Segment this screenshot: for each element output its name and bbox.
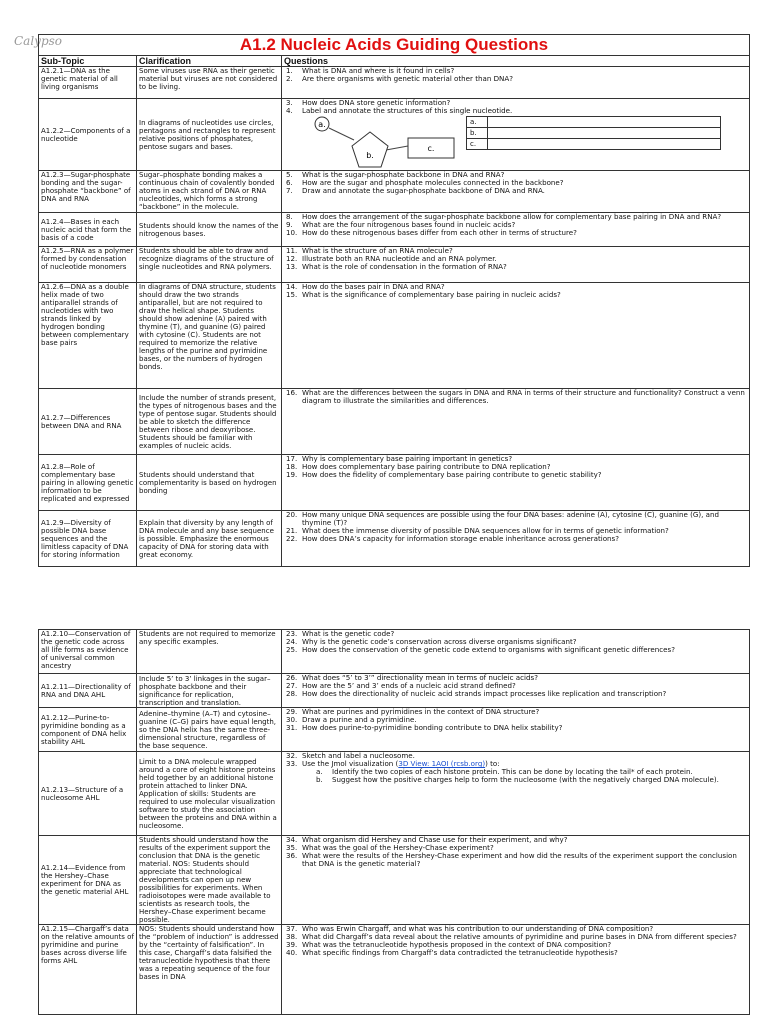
question-number: 35.: [286, 843, 298, 852]
question-number: 17.: [286, 454, 298, 463]
clarification-cell: Limit to a DNA molecule wrapped around a core of eight histone proteins held together by an additional histone protein attached to linker DNA. Application of skills: Students are required to use molecular visualization software to study the association between the proteins and DNA within a nucleosome.: [137, 752, 282, 836]
clarification-cell: NOS: Students should understand how the “problem of induction” is addressed by the “certainty of falsification”. In this case, Chargaff’s data falsified the tetranucleotide hypothesis that there was a repeating sequence of the four bases in DNA: [137, 925, 282, 1015]
question-item: [284, 690, 747, 698]
table-row: [39, 925, 750, 1015]
question-text: Who was Erwin Chargaff, and what was his contribution to our understanding of DNA composition?: [302, 924, 654, 933]
question-number: 23.: [286, 629, 298, 638]
questions-table-page-2: [38, 629, 750, 1015]
clarification-cell: Sugar–phosphate bonding makes a continuous chain of covalently bonded atoms in each strand of DNA or RNA nucleotides, which forms a strong “backbone” in the molecule.: [137, 171, 282, 213]
question-text: What is the role of condensation in the formation of RNA?: [302, 262, 507, 271]
question-number: 3.: [286, 98, 293, 107]
page-title: A1.2 Nucleic Acids Guiding Questions: [39, 35, 750, 56]
pentose-sugar-pentagon: [352, 132, 388, 167]
subtopic-cell: A1.2.7—Differences between DNA and RNA: [39, 389, 137, 455]
question-item: [284, 646, 747, 654]
question-item: [284, 511, 747, 527]
table-row: [39, 389, 750, 455]
question-text: What organism did Hershey and Chase use for their experiment, and why?: [302, 835, 568, 844]
question-text: How does the conservation of the genetic code extend to organisms with significant genetic differences?: [302, 645, 675, 654]
question-text: Sketch and label a nucleosome.: [302, 751, 415, 760]
questions-cell: [282, 511, 750, 567]
question-item: [284, 291, 747, 299]
question-number: 14.: [286, 282, 298, 291]
signature: Calypso: [14, 34, 63, 48]
question-text: What does “5’ to 3’” directionality mean in terms of nucleic acids?: [302, 673, 538, 682]
question-text: What did Chargaff’s data reveal about the relative amounts of pyrimidine and purine bases in DNA from different species?: [302, 932, 737, 941]
phosphate-sugar-bond: [329, 128, 354, 140]
question-item: [284, 187, 747, 195]
sub-question-text: Identify the two copies of each histone protein. This can be done by locating the tail* of each protein.: [332, 767, 693, 776]
table-row: [39, 283, 750, 389]
table-row: [39, 171, 750, 213]
questions-table-page-1: [38, 34, 750, 567]
sub-question-letter: a.: [316, 767, 323, 776]
question-item: [284, 949, 747, 957]
question-text: How are the 5’ and 3’ ends of a nucleic acid strand defined?: [302, 681, 516, 690]
question-number: 34.: [286, 835, 298, 844]
question-number: 39.: [286, 940, 298, 949]
question-number: 40.: [286, 948, 298, 957]
question-number: 22.: [286, 534, 298, 543]
annotation-answer-field[interactable]: [488, 117, 721, 128]
question-text: What is the structure of an RNA molecule?: [302, 246, 453, 255]
table-row: [39, 674, 750, 708]
question-number: 16.: [286, 388, 298, 397]
clarification-cell: Students should know the names of the nitrogenous bases.: [137, 213, 282, 247]
question-number: 15.: [286, 290, 298, 299]
question-number: 25.: [286, 645, 298, 654]
question-text: How are the sugar and phosphate molecules connected in the backbone?: [302, 178, 564, 187]
question-number: 6.: [286, 178, 293, 187]
question-item: [284, 471, 747, 479]
question-text: Illustrate both an RNA nucleotide and an RNA polymer.: [302, 254, 497, 263]
subtopic-cell: A1.2.8—Role of complementary base pairing in allowing genetic information to be replicated and expressed: [39, 455, 137, 511]
label-a: a.: [318, 120, 326, 129]
header-questions: Questions: [282, 56, 750, 67]
question-number: 24.: [286, 637, 298, 646]
questions-cell: [282, 247, 750, 283]
subtopic-cell: A1.2.2—Components of a nucleotide: [39, 99, 137, 171]
clarification-cell: Students should be able to draw and recognize diagrams of the structure of single nucleotides and RNA polymers.: [137, 247, 282, 283]
question-number: 31.: [286, 723, 298, 732]
annotation-answer-field[interactable]: [488, 128, 721, 139]
question-number: 12.: [286, 254, 298, 263]
table-row: [39, 247, 750, 283]
question-text: What was the tetranucleotide hypothesis proposed in the context of DNA composition?: [302, 940, 612, 949]
questions-cell: [282, 630, 750, 674]
header-clarification: Clarification: [137, 56, 282, 67]
clarification-cell: In diagrams of nucleotides use circles, pentagons and rectangles to represent relative positions of phosphates, pentose sugars and bases.: [137, 99, 282, 171]
question-text: What are the differences between the sugars in DNA and RNA in terms of their structure and functionality? Construct a venn diagram to illustrate the similarities and differences.: [302, 388, 745, 405]
question-text: Draw and annotate the sugar-phosphate backbone of DNA and RNA.: [302, 186, 545, 195]
table-row: [39, 213, 750, 247]
question-number: 7.: [286, 186, 293, 195]
nucleotide-shapes: [310, 116, 460, 170]
questions-cell: [282, 99, 750, 171]
question-text: What is DNA and where is it found in cells?: [302, 66, 455, 75]
question-text: How do these nitrogenous bases differ from each other in terms of structure?: [302, 228, 577, 237]
annotation-table: [466, 116, 721, 150]
table-row: [39, 752, 750, 836]
question-item: [284, 724, 747, 732]
clarification-cell: Explain that diversity by any length of DNA molecule and any base sequence is possible. Emphasize the enormous capacity of DNA for storing data with great economy.: [137, 511, 282, 567]
question-number: 5.: [286, 170, 293, 179]
label-c: c.: [427, 144, 435, 153]
annotation-label: b.: [467, 128, 488, 139]
question-number: 1.: [286, 66, 293, 75]
table-row: [39, 708, 750, 752]
subtopic-cell: A1.2.12—Purine-to-pyrimidine bonding as a component of DNA helix stability AHL: [39, 708, 137, 752]
question-number: 20.: [286, 510, 298, 519]
question-number: 19.: [286, 470, 298, 479]
question-text: What is the genetic code?: [302, 629, 395, 638]
clarification-cell: Include the number of strands present, the types of nitrogenous bases and the type of pentose sugar. Students should be able to sketch the difference between ribose and deoxyribose. Students should be familiar with examples of nucleic acids.: [137, 389, 282, 455]
questions-cell: [282, 674, 750, 708]
subtopic-cell: A1.2.14—Evidence from the Hershey–Chase experiment for DNA as the genetic material AHL: [39, 836, 137, 925]
question-text: How does the arrangement of the sugar-phosphate backbone allow for complementary base pairing in DNA and RNA?: [302, 212, 722, 221]
question-number: 2.: [286, 74, 293, 83]
question-text: How does the fidelity of complementary base pairing contribute to genetic stability?: [302, 470, 602, 479]
subtopic-cell: A1.2.5—RNA as a polymer formed by condensation of nucleotide monomers: [39, 247, 137, 283]
nucleotide-diagram: [284, 116, 747, 170]
question-number: 4.: [286, 106, 293, 115]
sub-question-letter: b.: [316, 775, 323, 784]
question-text: What does the immense diversity of possible DNA sequences allow for in terms of genetic information?: [302, 526, 669, 535]
subtopic-cell: A1.2.6—DNA as a double helix made of two antiparallel strands of nucleotides with two strands linked by hydrogen bonding between complementary base pairs: [39, 283, 137, 389]
question-text: What is the sugar-phosphate backbone in DNA and RNA?: [302, 170, 505, 179]
question-number: 27.: [286, 681, 298, 690]
sub-question-text: Suggest how the positive charges help to form the nucleosome (with the negatively charged DNA molecule).: [332, 775, 719, 784]
question-text: Why is complementary base pairing important in genetics?: [302, 454, 513, 463]
subtopic-cell: A1.2.1—DNA as the genetic material of all living organisms: [39, 67, 137, 99]
annotation-label: a.: [467, 117, 488, 128]
subtopic-cell: A1.2.10—Conservation of the genetic code across all life forms as evidence of universal common ancestry: [39, 630, 137, 674]
questions-cell: [282, 213, 750, 247]
question-item: [284, 389, 747, 405]
question-item: [284, 107, 747, 115]
questions-cell: [282, 925, 750, 1015]
question-number: 18.: [286, 462, 298, 471]
table-row: [39, 836, 750, 925]
question-text: What are purines and pyrimidines in the context of DNA structure?: [302, 707, 540, 716]
label-b: b.: [366, 151, 374, 160]
table-row: [39, 67, 750, 99]
question-number: 37.: [286, 924, 298, 933]
question-text: Label and annotate the structures of this single nucleotide.: [302, 106, 513, 115]
questions-cell: [282, 283, 750, 389]
question-item: [284, 263, 747, 271]
question-text: What specific findings from Chargaff’s data contradicted the tetranucleotide hypothesis?: [302, 948, 618, 957]
table-row: [39, 511, 750, 567]
question-text: How does the directionality of nucleic acid strands impact processes like replication and transcription?: [302, 689, 667, 698]
question-number: 8.: [286, 212, 293, 221]
question-text: How does DNA store genetic information?: [302, 98, 451, 107]
question-text: Why is the genetic code’s conservation across diverse organisms significant?: [302, 637, 577, 646]
question-text: How do the bases pair in DNA and RNA?: [302, 282, 445, 291]
clarification-cell: Some viruses use RNA as their genetic material but viruses are not considered to be living.: [137, 67, 282, 99]
clarification-cell: In diagrams of DNA structure, students should draw the two strands antiparallel, but are not required to draw the helical shape. Students should show adenine (A) paired with thymine (T), and guanine (G) paired with cytosine (C). Students are not required to memorize the relative lengths of the purine and pyrimidine bases, or the numbers of hydrogen bonds.: [137, 283, 282, 389]
question-text: What is the significance of complementary base pairing in nucleic acids?: [302, 290, 561, 299]
questions-cell: [282, 455, 750, 511]
question-number: 10.: [286, 228, 298, 237]
question-number: 33.: [286, 759, 298, 768]
clarification-cell: Adenine–thymine (A–T) and cytosine–guanine (C–G) pairs have equal length, so the DNA helix has the same three-dimensional structure, regardless of the base sequence.: [137, 708, 282, 752]
table-row: [39, 99, 750, 171]
question-number: 29.: [286, 707, 298, 716]
question-text: Draw a purine and a pyrimidine.: [302, 715, 417, 724]
question-text-end: ) to:: [485, 759, 500, 768]
question-text: Are there organisms with genetic material other than DNA?: [302, 74, 513, 83]
question-number: 32.: [286, 751, 298, 760]
question-text: How does complementary base pairing contribute to DNA replication?: [302, 462, 551, 471]
annotation-answer-field[interactable]: [488, 139, 721, 150]
question-text: How does purine-to-pyrimidine bonding contribute to DNA helix stability?: [302, 723, 563, 732]
header-subtopic: Sub-Topic: [39, 56, 137, 67]
clarification-cell: Include 5’ to 3’ linkages in the sugar–phosphate backbone and their significance for replication, transcription and translation.: [137, 674, 282, 708]
question-item: [284, 535, 747, 543]
annotation-label: c.: [467, 139, 488, 150]
clarification-cell: Students should understand that complementarity is based on hydrogen bonding: [137, 455, 282, 511]
question-number: 36.: [286, 851, 298, 860]
question-text: How many unique DNA sequences are possible using the four DNA bases: adenine (A), cytosine (C), guanine (G), and thymine (T)?: [302, 510, 720, 527]
questions-cell: [282, 836, 750, 925]
questions-cell: [282, 67, 750, 99]
jmol-link[interactable]: 3D View: 1AOI (rcsb.org): [398, 759, 486, 768]
questions-cell: [282, 389, 750, 455]
clarification-cell: Students should understand how the results of the experiment support the conclusion that DNA is the genetic material. NOS: Students should appreciate that technological developments can open up new possibilities for experiments. When radioisotopes were made available to scientists as research tools, the Hershey–Chase experiment became possible.: [137, 836, 282, 925]
question-number: 11.: [286, 246, 298, 255]
question-number: 13.: [286, 262, 298, 271]
subtopic-cell: A1.2.13—Structure of a nucleosome AHL: [39, 752, 137, 836]
questions-cell: [282, 171, 750, 213]
question-number: 28.: [286, 689, 298, 698]
question-text: How does DNA’s capacity for information storage enable inheritance across generations?: [302, 534, 620, 543]
subtopic-cell: A1.2.11—Directionality of RNA and DNA AHL: [39, 674, 137, 708]
question-number: 38.: [286, 932, 298, 941]
subtopic-cell: A1.2.9—Diversity of possible DNA base sequences and the limitless capacity of DNA for storing information: [39, 511, 137, 567]
question-item: [284, 852, 747, 868]
question-number: 9.: [286, 220, 293, 229]
questions-cell: [282, 752, 750, 836]
table-row: [39, 630, 750, 674]
question-item: [284, 229, 747, 237]
sub-question-item: [314, 776, 747, 784]
question-number: 26.: [286, 673, 298, 682]
subtopic-cell: A1.2.15—Chargaff’s data on the relative amounts of pyrimidine and purine bases across diverse life forms AHL: [39, 925, 137, 1015]
subtopic-cell: A1.2.4—Bases in each nucleic acid that form the basis of a code: [39, 213, 137, 247]
question-number: 30.: [286, 715, 298, 724]
questions-cell: [282, 708, 750, 752]
table-row: [39, 455, 750, 511]
subtopic-cell: A1.2.3—Sugar-phosphate bonding and the sugar-phosphate “backbone” of DNA and RNA: [39, 171, 137, 213]
question-text: What were the results of the Hershey-Chase experiment and how did the results of the experiment support the conclusion that DNA is the genetic material?: [302, 851, 737, 868]
question-text: What are the four nitrogenous bases found in nucleic acids?: [302, 220, 516, 229]
question-text: What was the goal of the Hershey-Chase experiment?: [302, 843, 494, 852]
sugar-base-bond: [386, 146, 408, 150]
question-item: [284, 75, 747, 83]
question-text: Use the Jmol visualization (: [302, 759, 399, 768]
question-number: 21.: [286, 526, 298, 535]
clarification-cell: Students are not required to memorize any specific examples.: [137, 630, 282, 674]
